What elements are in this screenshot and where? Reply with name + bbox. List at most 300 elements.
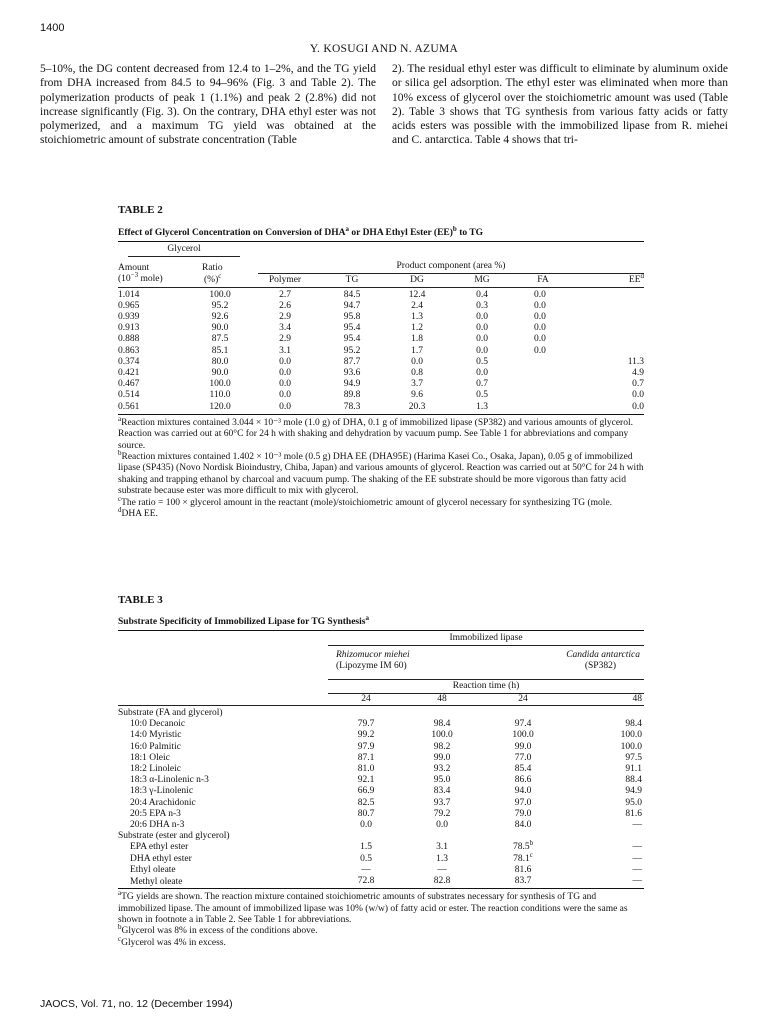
yield-value: 79.7 (357, 719, 375, 730)
cell-polymer: 2.9 (279, 334, 291, 345)
table-row (118, 301, 644, 312)
yield-cell (566, 798, 644, 809)
yield-cell (404, 775, 480, 786)
yield-value: 99.2 (357, 730, 375, 741)
yield-cell (566, 854, 644, 865)
yield-value: — (632, 853, 642, 864)
yield-cell (404, 820, 480, 831)
yield-value: 1.3 (436, 853, 448, 864)
time-rm-24: 24 (361, 693, 371, 704)
cell-tg: 95.2 (343, 345, 361, 356)
cell-fa: 0.0 (534, 323, 546, 334)
substrate-name: 10:0 Decanoic (130, 719, 186, 730)
cell-fa (514, 402, 572, 415)
yield-value: 95.0 (625, 797, 642, 808)
substrate-name: Ethyl oleate (130, 864, 176, 875)
cell-fa: 0.0 (534, 289, 546, 300)
yield-cell (404, 764, 480, 775)
yield-cell (328, 842, 404, 853)
yield-value: 80.7 (357, 808, 375, 819)
yield-value: 95.0 (433, 775, 451, 786)
yield-cell (328, 775, 404, 786)
yield-value: 99.0 (514, 741, 532, 752)
yield-cell (566, 865, 644, 876)
yield-value: 92.1 (357, 775, 375, 786)
table-row (118, 730, 644, 741)
yield-cell (480, 809, 566, 820)
table-row (118, 379, 644, 390)
cell-mg: 0.0 (476, 323, 488, 334)
time-ca-24: 24 (518, 693, 528, 704)
cell-mg: 0.3 (476, 300, 488, 311)
table3-footnotes (118, 889, 644, 949)
yield-value: 84.0 (514, 820, 532, 831)
yield-value: 97.4 (514, 719, 532, 730)
yield-value: 86.6 (514, 775, 532, 786)
yield-value: 97.0 (514, 797, 532, 808)
yield-value: 79.0 (514, 808, 532, 819)
cell-polymer: 3.1 (279, 345, 291, 356)
empty-cell (404, 706, 480, 720)
yield-cell (328, 786, 404, 797)
yield-value: — (437, 864, 447, 875)
cell-fa: 0.0 (534, 300, 546, 311)
yield-cell (566, 775, 644, 786)
yield-value: 98.2 (433, 741, 451, 752)
cell-dg: 20.3 (408, 401, 426, 412)
footnote-text: TG yields are shown. The reaction mixture contained stoichiometric amounts of substrates necessary for synthesis of TG and immobilized lipase. The amount of immobilized lipase was 10% (w/w) of fatty acid or ester. The reaction conditions were the same as shown in footnote a in Table 2. See Table 1 for abbreviations. (118, 892, 628, 926)
yield-value: — (632, 820, 642, 831)
cell-polymer: 2.6 (279, 300, 291, 311)
cell-dg: 0.0 (411, 356, 423, 367)
footnote-text: Reaction mixtures contained 3.044 × 10⁻³ mole (1.0 g) of DHA, 0.1 g of immobilized lipase (SP382) and various amounts of glycerol. Reaction was carried out at 60°C for 24 h with shaking and dehydration by vacuum pump. See Table 1 for abbreviations and company source. (118, 417, 633, 451)
cell-tg: 87.7 (343, 356, 361, 367)
substrate-name: 20:5 EPA n-3 (130, 808, 181, 819)
yield-cell (328, 865, 404, 876)
footnote-mark: a (118, 889, 122, 898)
cell-polymer: 0.0 (279, 390, 291, 401)
yield-cell (566, 820, 644, 831)
cell-dg: 1.7 (411, 345, 423, 356)
table3 (118, 630, 644, 889)
table-row (118, 775, 644, 786)
cell-mg: 0.5 (476, 390, 488, 401)
table-row (118, 809, 644, 820)
yield-value: 83.7 (514, 876, 532, 887)
yield-value: — (632, 876, 642, 887)
yield-cell (404, 842, 480, 853)
substrate-name: 18:3 γ-Linolenic (130, 786, 194, 797)
product-header: Product component (area %) (250, 257, 644, 274)
cell-tg: 95.4 (343, 323, 361, 334)
cell-ee (572, 334, 644, 345)
yield-value: 3.1 (436, 842, 448, 853)
footnote-mark: c (118, 494, 122, 503)
time-header: Reaction time (h) (328, 673, 644, 694)
cell-dg: 1.2 (411, 323, 423, 334)
cell-amount: 0.863 (118, 345, 140, 356)
table-row (118, 719, 644, 730)
footnote-text: Reaction mixtures contained 1.402 × 10⁻³ mole (0.5 g) DHA EE (DHA95E) (Harima Kasei Co., Osaka, Japan), 0.05 g of immobilized lipase (SP435) (Novo Nordisk Bioindustry, Chiba, Japan) and various amounts of glycerol. Reaction was carried out at 50°C for 24 h with shaking and trapping ethanol by charcoal and vacuum pump. The shaking of the EE substrate should be more vigorous than fatty acid substrate because ester was more difficult to mix with glycerol. (118, 452, 644, 497)
cell-ratio: 85.1 (211, 345, 229, 356)
cell-dg: 9.6 (411, 390, 423, 401)
cell-amount: 0.467 (118, 379, 140, 390)
table-row (118, 287, 644, 301)
cell-dg: 12.4 (408, 289, 426, 300)
yield-value: 79.2 (433, 808, 451, 819)
yield-cell (404, 865, 480, 876)
yield-value: 82.8 (433, 876, 451, 887)
cell-mg: 0.0 (476, 312, 488, 323)
table-row (118, 854, 644, 865)
footnote-mark: b (118, 448, 122, 457)
cell-ratio: 87.5 (211, 334, 229, 345)
yield-value: 98.4 (433, 719, 451, 730)
cell-amount: 0.514 (118, 390, 140, 401)
cell-ee (572, 323, 644, 334)
time-ca-48: 48 (632, 693, 642, 704)
table-row (118, 876, 644, 889)
cell-amount: 0.965 (118, 300, 140, 311)
table3-label: TABLE 3 (118, 594, 163, 606)
yield-cell (404, 786, 480, 797)
yield-cell (566, 719, 644, 730)
ca-product: (SP382) (584, 661, 616, 672)
yield-cell (566, 753, 644, 764)
yield-value: 94.9 (625, 786, 642, 797)
substrate-name: EPA ethyl ester (130, 842, 189, 853)
cell-ratio: 95.2 (211, 300, 229, 311)
yield-value: 100.0 (512, 730, 534, 741)
table-row (118, 390, 644, 401)
cell-polymer: 0.0 (279, 401, 291, 412)
cell-dg: 1.3 (411, 312, 423, 323)
table2-block (118, 204, 648, 521)
yield-cell (328, 798, 404, 809)
footnote-a (118, 414, 644, 452)
empty-cell (566, 831, 644, 842)
table-row (118, 368, 644, 379)
yield-value: 97.9 (357, 741, 375, 752)
yield-value: — (632, 842, 642, 853)
yield-value: 0.0 (360, 820, 372, 831)
cell-tg: 95.8 (343, 312, 361, 323)
substrate-name: 18:1 Oleic (130, 752, 170, 763)
yield-value: 82.5 (357, 797, 375, 808)
cell-amount: 0.374 (118, 356, 140, 367)
table-row (118, 312, 644, 323)
yield-value: 77.0 (514, 752, 532, 763)
cell-ee (572, 287, 644, 301)
cell-fa (514, 368, 572, 379)
table-row (118, 798, 644, 809)
footnote-b (118, 923, 644, 937)
substrate-name: 16:0 Palmitic (130, 741, 181, 752)
table-row (118, 865, 644, 876)
substrate-name: 14:0 Myristic (130, 730, 182, 741)
yield-cell (404, 730, 480, 741)
cell-tg: 94.9 (343, 379, 361, 390)
yield-cell (328, 809, 404, 820)
yield-value: — (361, 864, 371, 875)
table-row (118, 742, 644, 753)
footnote-text: The ratio = 100 × glycerol amount in the reactant (mole)/stoichiometric amount of glycerol necessary for synthesizing TG (mole. (121, 497, 613, 508)
group-ester-glycerol-label: Substrate (ester and glycerol) (118, 831, 230, 842)
glycerol-header: Glycerol (118, 242, 250, 258)
yield-value: 99.0 (433, 752, 451, 763)
body-text-right: 2). The residual ethyl ester was difficult to eliminate by aluminum oxide or silica gel adsorption. The ethyl ester was eliminated when more than 10% excess of glycerol over the stoichiometric amount was used (Table 2). Table 3 shows that TG synthesis from various fatty acids or fatty acids esters was possible with the immobilized lipase from R. miehei and C. antarctica. Table 4 shows that tri- (392, 63, 728, 147)
cell-tg: 95.4 (343, 334, 361, 345)
yield-cell (566, 764, 644, 775)
yield-cell (480, 742, 566, 753)
yield-value: 87.1 (357, 752, 375, 763)
col-ee: $EE^d$ (628, 272, 644, 286)
cell-amount: 0.888 (118, 334, 140, 345)
col-ratio-unit: (%)$^c$ (204, 272, 222, 286)
yield-value: 100.0 (620, 730, 642, 741)
cell-ee: 11.3 (627, 356, 644, 367)
cell-mg: 0.0 (476, 345, 488, 356)
cell-polymer: 2.7 (279, 289, 291, 300)
yield-cell (480, 876, 566, 889)
footnote-c (118, 934, 644, 949)
cell-mg: 0.5 (476, 356, 488, 367)
cell-mg: 0.4 (476, 289, 488, 300)
group-fa-glycerol (118, 706, 644, 720)
ca-name: Candida antarctica (566, 650, 640, 661)
yield-cell (480, 764, 566, 775)
cell-ee (572, 312, 644, 323)
yield-cell (480, 865, 566, 876)
yield-footnote-mark: c (529, 850, 533, 859)
yield-cell (480, 730, 566, 741)
cell-ee: 0.0 (632, 390, 644, 401)
body-column-right (392, 62, 728, 148)
yield-cell (328, 854, 404, 865)
yield-cell (566, 786, 644, 797)
yield-cell (566, 876, 644, 889)
yield-cell (404, 742, 480, 753)
yield-value: 78.1 (513, 853, 530, 864)
cell-mg: 0.0 (476, 334, 488, 345)
cell-dg: 0.8 (411, 368, 423, 379)
yield-cell (480, 850, 566, 865)
cell-ee: 4.9 (632, 368, 644, 379)
yield-value: 98.4 (625, 719, 642, 730)
yield-value: 81.6 (514, 864, 532, 875)
footnote-c (118, 494, 644, 509)
yield-value: 88.4 (625, 775, 642, 786)
yield-value: 100.0 (431, 730, 453, 741)
cell-amount: 0.913 (118, 323, 140, 334)
substrate-name: 18:3 α-Linolenic n-3 (130, 775, 209, 786)
yield-cell (404, 798, 480, 809)
substrate-name: Methyl oleate (130, 877, 183, 888)
cell-mg: 0.7 (476, 379, 488, 390)
group-ester-glycerol (118, 831, 644, 842)
cell-ee: 0.7 (632, 379, 644, 390)
yield-value: 72.8 (357, 876, 375, 887)
page-number: 1400 (40, 22, 65, 34)
yield-cell (480, 786, 566, 797)
col-dg: DG (410, 275, 424, 286)
cell-dg: 3.7 (411, 379, 423, 390)
cell-tg: 78.3 (343, 401, 361, 412)
cell-ratio: 100.0 (209, 379, 231, 390)
table3-block (118, 594, 648, 949)
cell-polymer: 2.9 (279, 312, 291, 323)
cell-amount: 0.561 (118, 401, 140, 412)
cell-polymer: 3.4 (279, 323, 291, 334)
cell-tg: 84.5 (343, 289, 361, 300)
col-tg: TG (345, 275, 359, 286)
empty-cell (404, 831, 480, 842)
footnote-d (118, 505, 644, 520)
cell-polymer: 0.0 (279, 368, 291, 379)
yield-cell (480, 719, 566, 730)
yield-cell (566, 730, 644, 741)
yield-cell (480, 753, 566, 764)
running-head: Y. KOSUGI AND N. AZUMA (309, 43, 459, 55)
body-text-left: 5–10%, the DG content decreased from 12.4 to 1–2%, and the TG yield from DHA increased from 84.5 to 94–96% (Fig. 3 and Table 2). The polymerization products of peak 1 (1.1%) and peak 2 (2.8%) did not increase significantly (Fig. 3). On the contrary, DHA ethyl ester was not polymerized, and a maximum TG yield was obtained at the stoichiometric amount of substrate concentration (Table (40, 63, 376, 147)
col-mg: MG (474, 275, 490, 286)
yield-cell (328, 764, 404, 775)
yield-cell (404, 854, 480, 865)
cell-fa: 0.0 (534, 334, 546, 345)
table-row (118, 357, 644, 368)
cell-fa: 0.0 (534, 312, 546, 323)
footnote-a (118, 889, 644, 926)
yield-cell (480, 839, 566, 853)
yield-cell (566, 742, 644, 753)
yield-cell (328, 820, 404, 831)
yield-value: 83.4 (433, 786, 451, 797)
table-row (118, 842, 644, 853)
yield-value: 91.1 (625, 764, 642, 775)
col-ratio: Ratio (202, 263, 223, 274)
rm-product: (Lipozyme IM 60) (336, 661, 407, 672)
yield-value: 78.5 (512, 842, 530, 853)
cell-mg: 0.0 (476, 368, 488, 379)
yield-value: 100.0 (620, 741, 642, 752)
footnote-b (118, 448, 644, 498)
col-polymer: Polymer (268, 275, 302, 286)
yield-value: 85.4 (514, 764, 532, 775)
cell-ee (572, 346, 644, 357)
table3-caption: Substrate Specificity of Immobilized Lipase for TG Synthesis$^a$ (118, 613, 369, 627)
empty-cell (328, 831, 404, 842)
table-row (118, 323, 644, 334)
substrate-name: 18:2 Linoleic (130, 764, 181, 775)
cell-ratio: 100.0 (209, 289, 231, 300)
yield-value: 93.7 (433, 797, 451, 808)
table2 (118, 241, 644, 415)
yield-cell (328, 719, 404, 730)
journal-footer: JAOCS, Vol. 71, no. 12 (December 1994) (40, 998, 233, 1010)
cell-polymer: 0.0 (279, 356, 291, 367)
col-amount-unit: ($10^{-3}$ mole) (118, 271, 163, 285)
footnote-text: DHA EE. (121, 509, 158, 520)
table-row (118, 820, 644, 831)
footnote-mark: b (118, 923, 122, 932)
cell-mg: 1.3 (476, 401, 488, 412)
cell-amount: 1.014 (118, 289, 140, 300)
table2-footnotes (118, 414, 644, 521)
substrate-name: 20:6 DHA n-3 (130, 820, 185, 831)
footnote-text: Glycerol was 8% in excess of the conditions above. (121, 926, 318, 937)
cell-dg: 1.8 (411, 334, 423, 345)
footnote-text: Glycerol was 4% in excess. (121, 937, 226, 948)
cell-tg: 89.8 (343, 390, 361, 401)
table-row (118, 334, 644, 345)
rm-name: Rhizomucor miehei (336, 650, 410, 661)
cell-fa: 0.0 (534, 345, 546, 356)
empty-cell (480, 831, 566, 842)
yield-cell (480, 775, 566, 786)
footnote-mark: c (118, 934, 122, 943)
cell-tg: 93.6 (343, 368, 361, 379)
yield-cell (404, 809, 480, 820)
cell-ee: 0.0 (632, 401, 644, 412)
cell-ratio: 90.0 (211, 368, 229, 379)
yield-value: 93.2 (433, 764, 451, 775)
yield-cell (566, 809, 644, 820)
yield-value: 1.5 (360, 842, 372, 853)
cell-ee (572, 301, 644, 312)
empty-cell (566, 706, 644, 720)
cell-ratio: 92.6 (211, 312, 229, 323)
yield-cell (404, 753, 480, 764)
cell-ratio: 120.0 (209, 401, 231, 412)
body-column-left (40, 62, 376, 148)
yield-cell (328, 876, 404, 889)
yield-cell (328, 742, 404, 753)
yield-cell (480, 798, 566, 809)
cell-amount: 0.421 (118, 368, 140, 379)
table-row (118, 764, 644, 775)
yield-value: 0.5 (360, 853, 372, 864)
cell-fa (514, 379, 572, 390)
empty-cell (480, 706, 566, 720)
cell-ratio: 90.0 (211, 323, 229, 334)
cell-ratio: 110.0 (209, 390, 231, 401)
footnote-mark: a (118, 414, 122, 423)
yield-value: 94.0 (514, 786, 532, 797)
yield-cell (404, 719, 480, 730)
table-row (118, 402, 644, 415)
table2-label: TABLE 2 (118, 204, 163, 216)
cell-dg: 2.4 (411, 300, 423, 311)
substrate-name: 20:4 Arachidonic (130, 797, 196, 808)
yield-value: 0.0 (436, 820, 448, 831)
cell-fa (514, 357, 572, 368)
yield-footnote-mark: b (529, 839, 534, 848)
yield-cell (404, 876, 480, 889)
yield-value: 81.6 (625, 808, 642, 819)
yield-cell (328, 753, 404, 764)
yield-cell (328, 730, 404, 741)
group-fa-glycerol-label: Substrate (FA and glycerol) (118, 708, 223, 719)
yield-value: 97.5 (625, 752, 642, 763)
yield-cell (480, 820, 566, 831)
table-row (118, 346, 644, 357)
yield-cell (566, 842, 644, 853)
cell-fa (514, 390, 572, 401)
col-amount: Amount (118, 263, 150, 274)
footnote-mark: d (118, 505, 122, 514)
cell-amount: 0.939 (118, 312, 140, 323)
table-row (118, 786, 644, 797)
